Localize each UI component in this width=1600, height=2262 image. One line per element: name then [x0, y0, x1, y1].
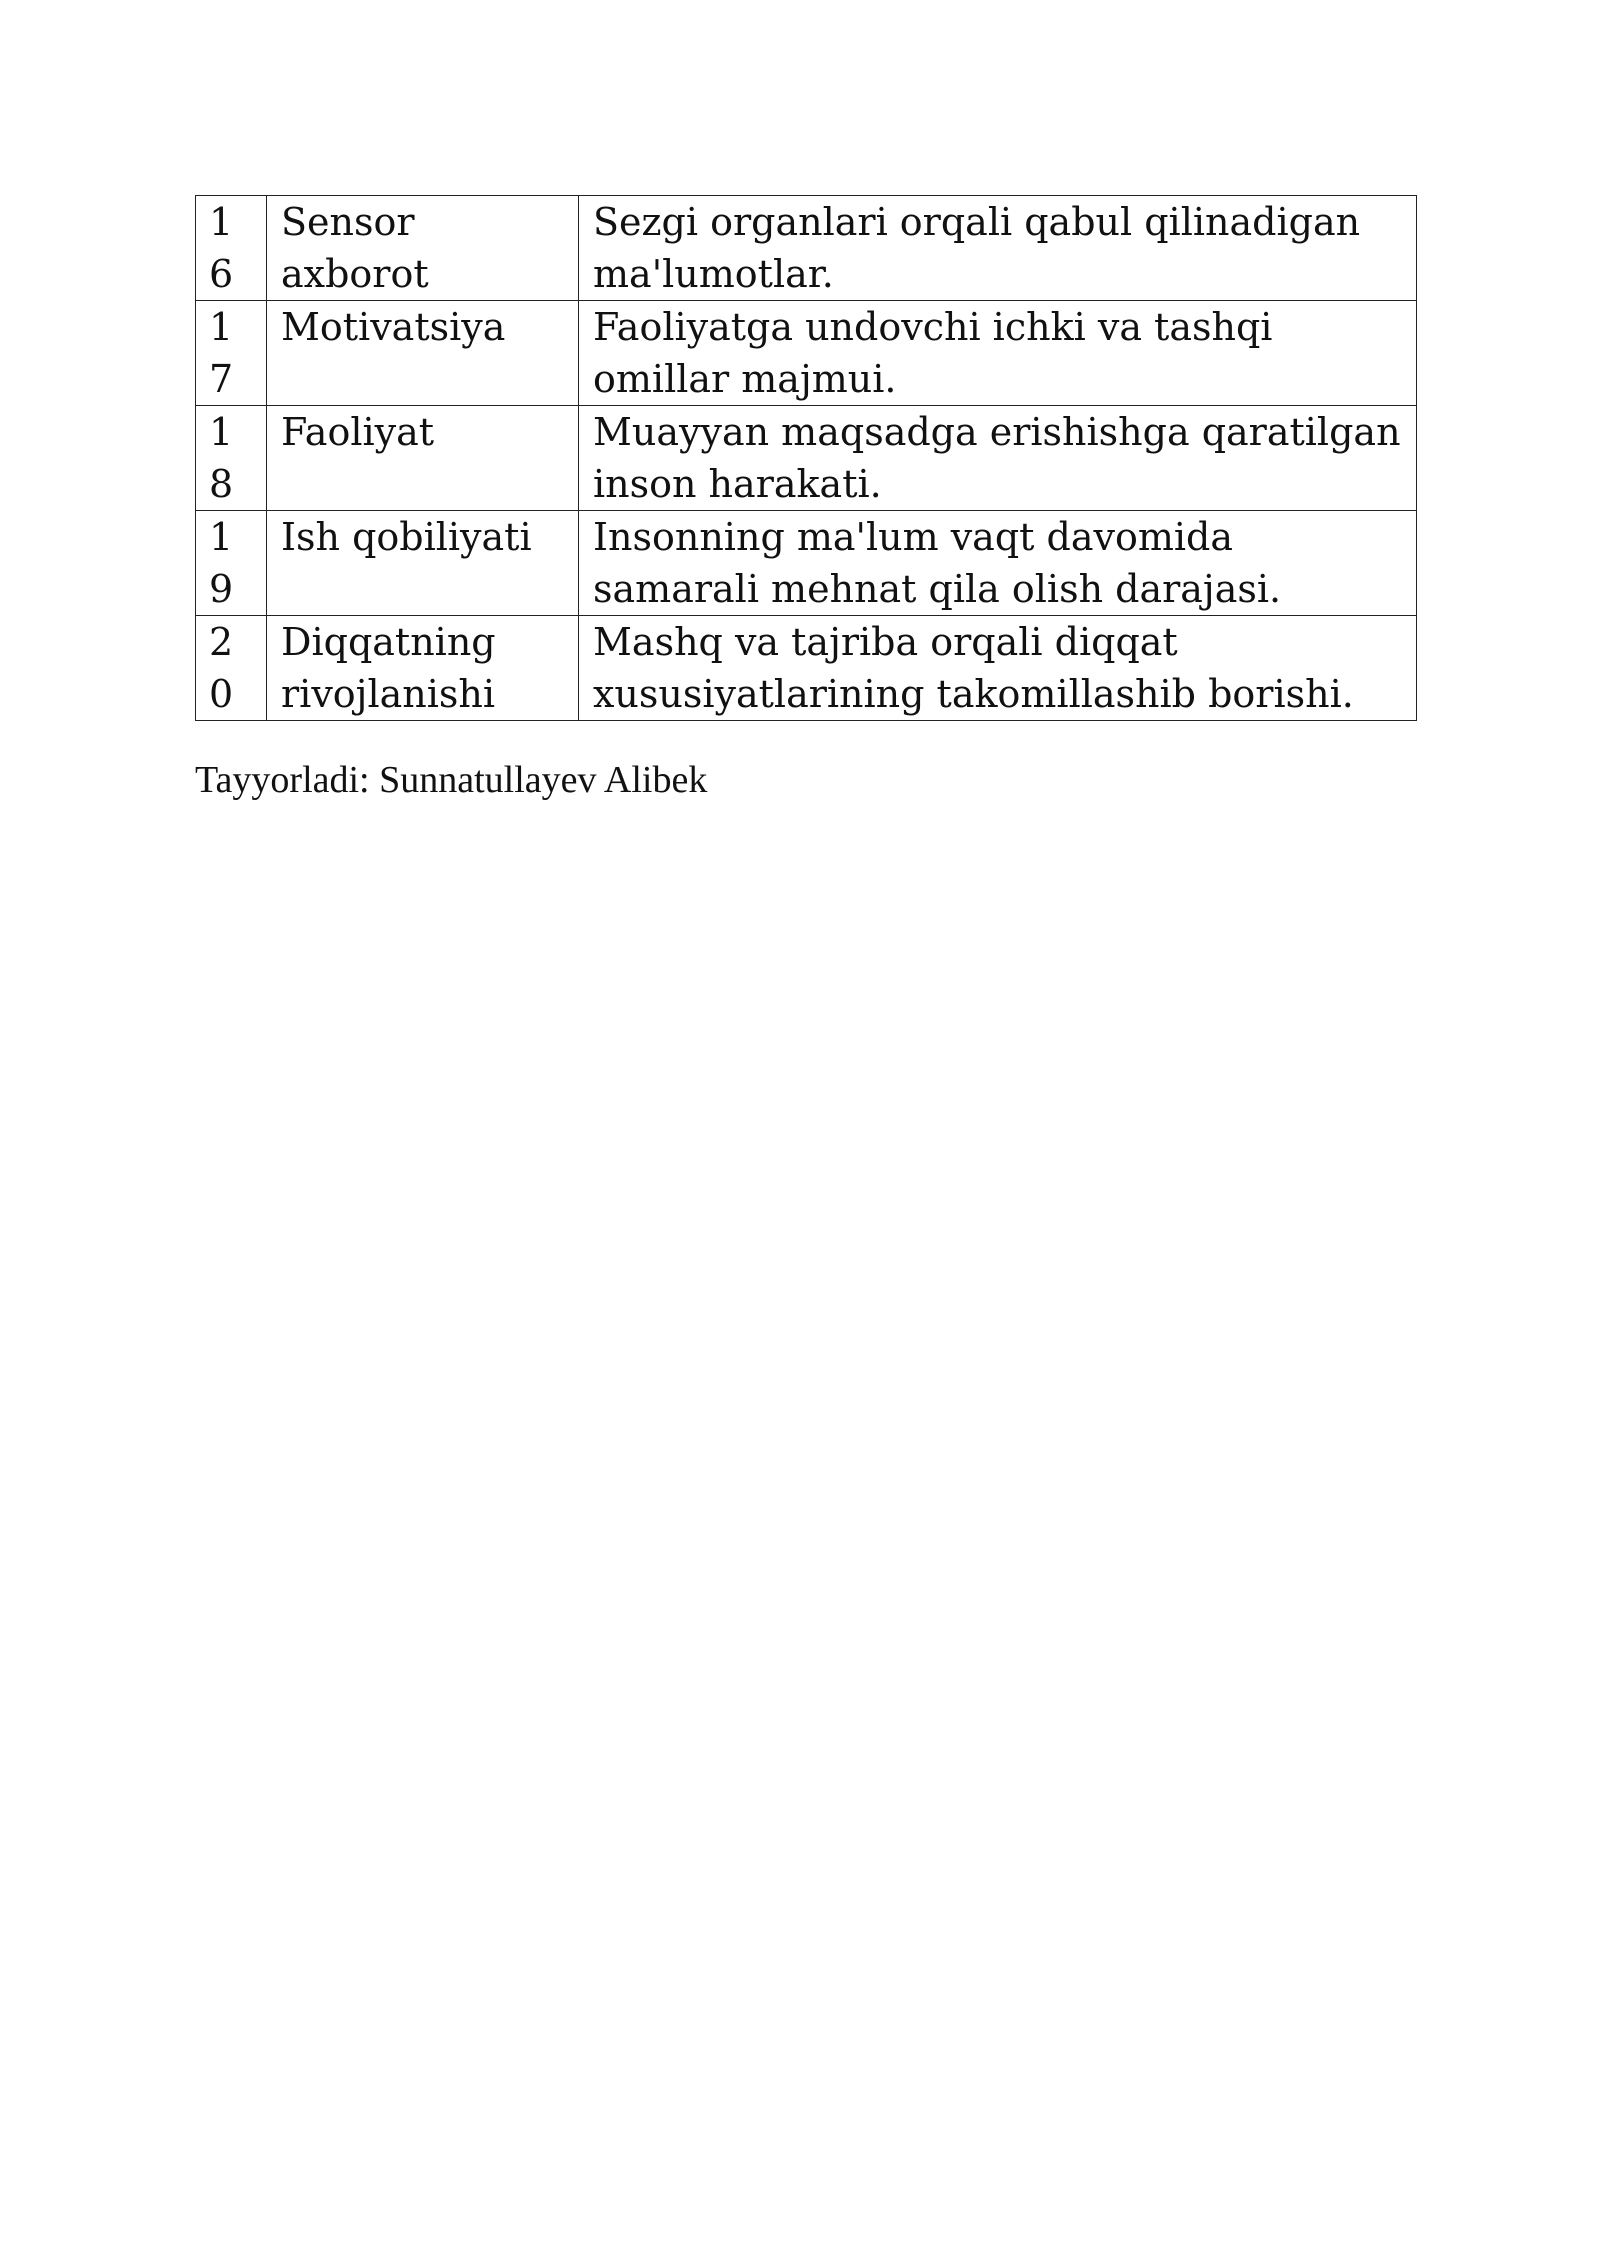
- table-row: [196, 406, 1417, 511]
- row-definition: Mashq va tajriba orqali diqqat xususiyatlarining takomillashib borishi.: [579, 616, 1417, 721]
- table-row: [196, 511, 1417, 616]
- row-number: 18: [196, 406, 267, 511]
- row-term: Motivatsiya: [267, 301, 579, 406]
- row-term: Diqqatning rivojlanishi: [267, 616, 579, 721]
- row-definition: Sezgi organlari orqali qabul qilinadigan ma'lumotlar.: [579, 196, 1417, 301]
- table-row: [196, 196, 1417, 301]
- row-term: Sensor axborot: [267, 196, 579, 301]
- row-term: Faoliyat: [267, 406, 579, 511]
- row-number: 19: [196, 511, 267, 616]
- table-row: [196, 301, 1417, 406]
- row-definition: Faoliyatga undovchi ichki va tashqi omillar majmui.: [579, 301, 1417, 406]
- row-definition: Muayyan maqsadga erishishga qaratilgan inson harakati.: [579, 406, 1417, 511]
- row-number: 16: [196, 196, 267, 301]
- row-definition: Insonning ma'lum vaqt davomida samarali mehnat qila olish darajasi.: [579, 511, 1417, 616]
- prepared-by-text: Tayyorladi: Sunnatullayev Alibek: [195, 759, 708, 801]
- table-row: [196, 616, 1417, 721]
- row-number: 17: [196, 301, 267, 406]
- row-number: 20: [196, 616, 267, 721]
- row-term: Ish qobiliyati: [267, 511, 579, 616]
- glossary-table: [195, 195, 1417, 721]
